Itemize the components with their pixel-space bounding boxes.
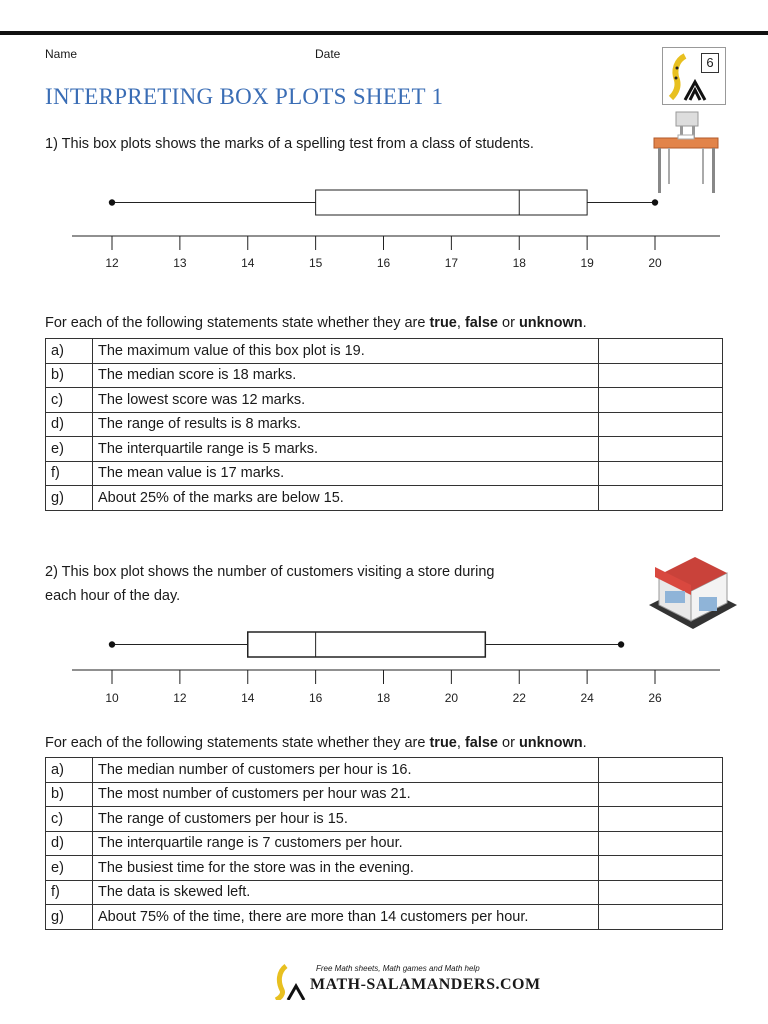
table-row: [46, 782, 723, 807]
date-label: Date: [315, 47, 341, 61]
tick-label: 14: [241, 256, 255, 270]
min-point: [109, 641, 115, 647]
tick-label: 24: [580, 691, 594, 705]
statement-text: About 75% of the time, there are more than 14 customers per hour.: [93, 905, 599, 930]
statement-text: The data is skewed left.: [93, 880, 599, 905]
tick-label: 22: [512, 691, 526, 705]
answer-cell[interactable]: [599, 807, 723, 832]
statement-text: The lowest score was 12 marks.: [93, 388, 599, 413]
statement-letter: a): [46, 758, 93, 783]
statement-letter: g): [46, 905, 93, 930]
tick-label: 18: [376, 691, 391, 705]
tick-label: 26: [648, 691, 662, 705]
tick-label: 10: [105, 691, 119, 705]
page-title: INTERPRETING BOX PLOTS SHEET 1: [45, 84, 444, 109]
statement-letter: e): [46, 856, 93, 881]
top-rule: [0, 31, 768, 35]
statement-text: About 25% of the marks are below 15.: [93, 486, 599, 511]
tick-label: 16: [308, 691, 323, 705]
table-row: [46, 831, 723, 856]
grade-badge: 6: [701, 53, 719, 73]
table-row: [46, 807, 723, 832]
answer-cell[interactable]: [599, 758, 723, 783]
table-row: [46, 437, 723, 462]
table-row: [46, 905, 723, 930]
statement-letter: d): [46, 412, 93, 437]
answer-cell[interactable]: [599, 437, 723, 462]
q2-instructions: For each of the following statements state whether they are true, false or unknown.: [45, 735, 587, 751]
statement-letter: f): [46, 461, 93, 486]
table-row: [46, 339, 723, 364]
tick-label: 18: [512, 256, 526, 270]
tick-label: 20: [444, 691, 459, 705]
table-row: [46, 363, 723, 388]
statement-text: The maximum value of this box plot is 19.: [93, 339, 599, 364]
statement-text: The most number of customers per hour was 21.: [93, 782, 599, 807]
table-row: [46, 758, 723, 783]
salamander-logo: [662, 47, 726, 105]
box-iqr: [248, 632, 486, 657]
q1-text: 1) This box plots shows the marks of a spelling test from a class of students.: [45, 136, 534, 152]
footer-logo: [272, 962, 541, 1002]
tick-label: 14: [241, 691, 255, 705]
table-row: [46, 880, 723, 905]
answer-cell[interactable]: [599, 831, 723, 856]
answer-cell[interactable]: [599, 388, 723, 413]
q2-text-line1: 2) This box plot shows the number of customers visiting a store during: [45, 564, 495, 580]
answer-cell[interactable]: [599, 339, 723, 364]
statement-text: The interquartile range is 7 customers per hour.: [93, 831, 599, 856]
tick-label: 20: [648, 256, 662, 270]
footer-site: MATH-SALAMANDERS.COM: [310, 976, 541, 993]
answer-cell[interactable]: [599, 856, 723, 881]
statement-letter: g): [46, 486, 93, 511]
statement-letter: c): [46, 807, 93, 832]
answer-cell[interactable]: [599, 486, 723, 511]
max-point: [652, 199, 658, 205]
statement-letter: d): [46, 831, 93, 856]
statement-text: The interquartile range is 5 marks.: [93, 437, 599, 462]
box-plot-1: [0, 180, 768, 280]
name-label: Name: [45, 47, 78, 61]
tick-label: 13: [173, 256, 187, 270]
q2-text-line2: each hour of the day.: [45, 588, 181, 604]
answer-cell[interactable]: [599, 412, 723, 437]
min-point: [109, 199, 115, 205]
answer-cell[interactable]: [599, 782, 723, 807]
statement-letter: e): [46, 437, 93, 462]
statement-text: The mean value is 17 marks.: [93, 461, 599, 486]
answer-cell[interactable]: [599, 880, 723, 905]
answer-cell[interactable]: [599, 905, 723, 930]
table-row: [46, 388, 723, 413]
answer-cell[interactable]: [599, 363, 723, 388]
table-row: [46, 461, 723, 486]
table-row: [46, 486, 723, 511]
statement-text: The median number of customers per hour is 16.: [93, 758, 599, 783]
statement-text: The range of results is 8 marks.: [93, 412, 599, 437]
tick-label: 16: [376, 256, 391, 270]
table-row: [46, 412, 723, 437]
tick-label: 12: [173, 691, 187, 705]
box-plot-2: [0, 622, 768, 722]
statement-letter: a): [46, 339, 93, 364]
statement-letter: b): [46, 782, 93, 807]
statement-letter: f): [46, 880, 93, 905]
box-iqr: [316, 190, 588, 215]
q1-statements-table: [45, 338, 723, 511]
max-point: [618, 641, 624, 647]
q2-text: [45, 560, 494, 608]
statement-letter: b): [46, 363, 93, 388]
tick-label: 15: [308, 256, 323, 270]
tick-label: 12: [105, 256, 119, 270]
statement-text: The busiest time for the store was in the evening.: [93, 856, 599, 881]
statement-text: The median score is 18 marks.: [93, 363, 599, 388]
footer-tagline: Free Math sheets, Math games and Math help: [316, 964, 480, 973]
statement-text: The range of customers per hour is 15.: [93, 807, 599, 832]
tick-label: 17: [444, 256, 459, 270]
q1-instructions: For each of the following statements state whether they are true, false or unknown.: [45, 315, 587, 331]
tick-label: 19: [580, 256, 594, 270]
statement-letter: c): [46, 388, 93, 413]
salamander-icon: [272, 964, 308, 1000]
answer-cell[interactable]: [599, 461, 723, 486]
q2-statements-table: [45, 757, 723, 930]
table-row: [46, 856, 723, 881]
